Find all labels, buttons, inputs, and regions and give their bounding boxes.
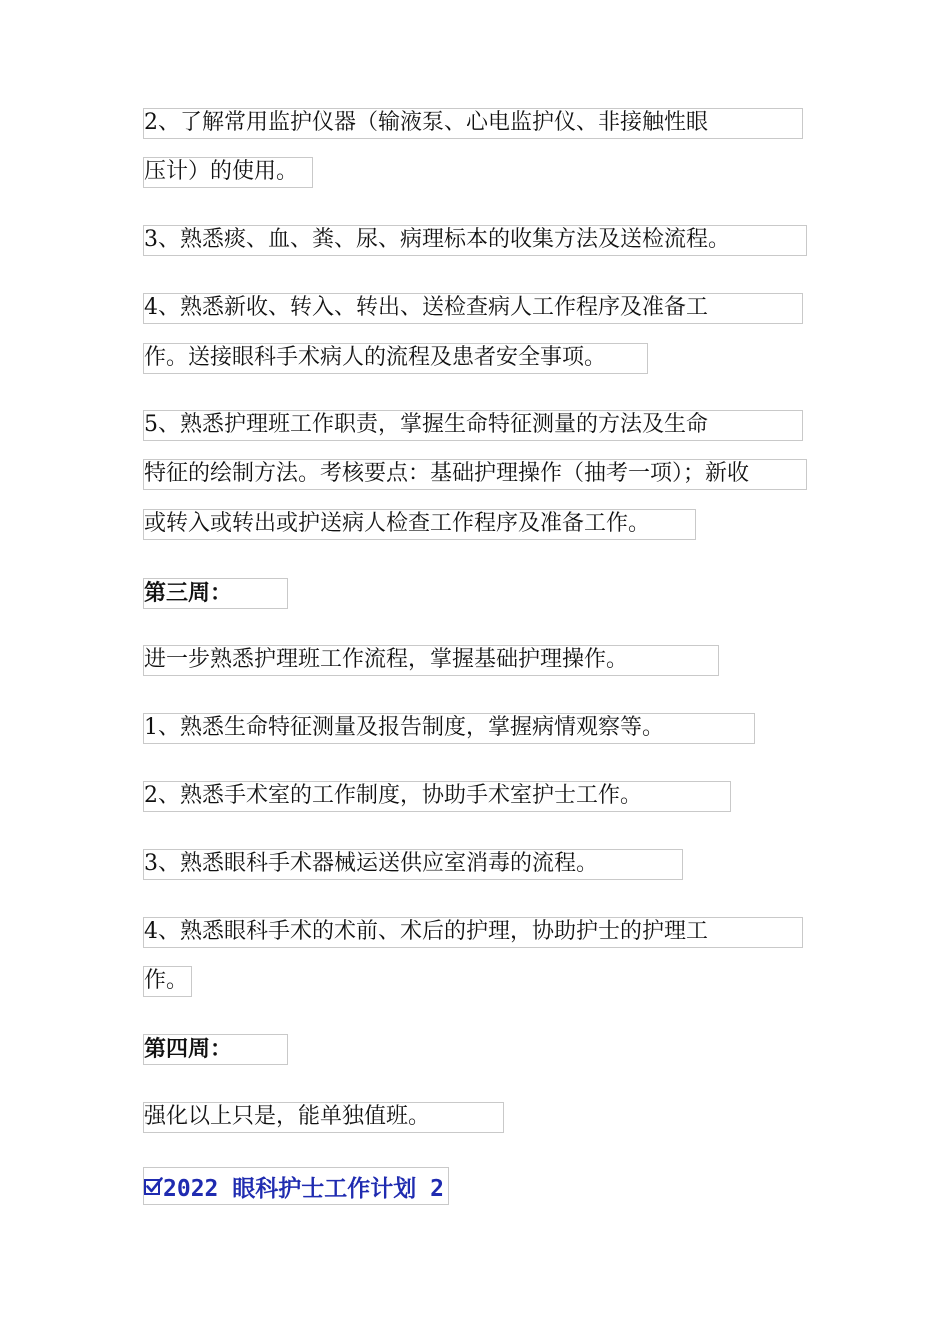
paragraph-line-week3-item-4b: 作。 [143,966,192,997]
paragraph-line-week3-intro: 进一步熟悉护理班工作流程，掌握基础护理操作。 [143,645,719,676]
paragraph-line-week3-item-4a: 4、熟悉眼科手术的术前、术后的护理，协助护士的护理工 [143,917,803,948]
paragraph-line-week4-item: 强化以上只是，能单独值班。 [143,1102,504,1133]
paragraph-line-week3-item-1: 1、熟悉生命特征测量及报告制度，掌握病情观察等。 [143,713,755,744]
paragraph-line-item-5b: 特征的绘制方法。考核要点：基础护理操作（抽考一项）；新收 [143,459,807,490]
paragraph-line-item-2b: 压计）的使用。 [143,157,313,188]
section-title-text: 2022 眼科护士工作计划 2 [163,1175,444,1202]
paragraph-line-item-3: 3、熟悉痰、血、粪、尿、病理标本的收集方法及送检流程。 [143,225,807,256]
paragraph-line-item-4b: 作。送接眼科手术病人的流程及患者安全事项。 [143,343,648,374]
paragraph-line-week3-item-2: 2、熟悉手术室的工作制度，协助手术室护士工作。 [143,781,731,812]
paragraph-line-item-5a: 5、熟悉护理班工作职责，掌握生命特征测量的方法及生命 [143,410,803,441]
checkbox-checked-icon [144,1176,163,1196]
paragraph-line-item-4a: 4、熟悉新收、转入、转出、送检查病人工作程序及准备工 [143,293,803,324]
paragraph-line-item-2a: 2、了解常用监护仪器（输液泵、心电监护仪、非接触性眼 [143,108,803,139]
section-title [143,1167,449,1205]
paragraph-line-item-5c: 或转入或转出或护送病人检查工作程序及准备工作。 [143,509,696,540]
week-three-heading: 第三周： [143,578,288,609]
week-four-heading: 第四周： [143,1034,288,1065]
paragraph-line-week3-item-3: 3、熟悉眼科手术器械运送供应室消毒的流程。 [143,849,683,880]
